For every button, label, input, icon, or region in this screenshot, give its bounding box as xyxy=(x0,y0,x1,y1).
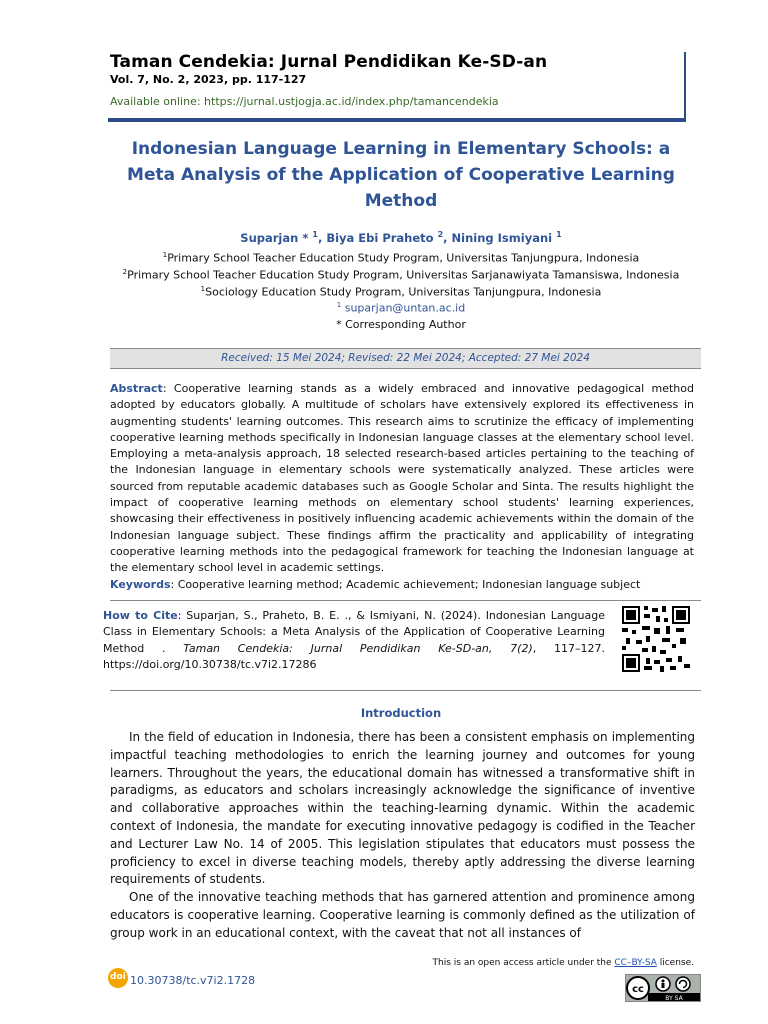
affiliation: $^2$Primary School Teacher Education Study Program, Universitas Sarjanawiyata Tamansiswa, Indonesia xyxy=(122,268,680,282)
author-list: Suparjan * $^1$, Biya Ebi Praheto $^2$, Nining Ismiyani $^1$ xyxy=(240,230,562,245)
cc-by-sa-badge-icon[interactable] xyxy=(625,974,701,1002)
article-dates: Received: 15 Mei 2024; Revised: 22 Mei 2024; Accepted: 27 Mei 2024 xyxy=(110,348,701,369)
doi-icon: doi xyxy=(108,968,128,988)
cite-box-bottom-rule xyxy=(110,690,701,691)
journal-availability xyxy=(110,95,499,108)
corresponding-author-note: * Corresponding Author xyxy=(336,318,466,331)
keywords-label: Keywords xyxy=(110,578,171,591)
license-link[interactable]: CC–BY-SA xyxy=(614,958,657,968)
svg-text:cc: cc xyxy=(632,984,644,995)
svg-text:BY SA: BY SA xyxy=(665,995,683,1002)
corresponding-mark: * xyxy=(298,230,313,245)
paragraph: In the field of education in Indonesia, there has been a consistent emphasis on implementing impactful teaching methodologies to enrich the learning journey and outcomes for young learners. Throughout the years, the educational domain has witnessed a transformative shift in paradigms, as educators and scholars increasingly acknowledge the significance of inventive and collaborative approaches within the teaching-learning dynamic. Within the academic context of Indonesia, the mandate for executing innovative pedagogy is codified in the Teacher and Lecturer Law No. 14 of 2005. This legislation stipulates that educators must possess the proficiency to excel in diverse teaching models, thereby aptly addressing the diverse learning requirements of students. xyxy=(110,730,695,887)
header-vertical-rule xyxy=(684,52,686,118)
introduction-heading: Introduction xyxy=(360,706,442,720)
cite-box-top-rule xyxy=(110,600,701,601)
author-name: Suparjan xyxy=(240,230,299,245)
paragraph: One of the innovative teaching methods that has garnered attention and prominence among educators is cooperative learning. Cooperative learning is commonly defined as the utilization of group work in an educational context, with the caveat that not all instances of xyxy=(110,890,695,940)
citation-doi: , 117–127. https://doi.org/10.30738/tc.v7i2.17286 xyxy=(103,641,605,671)
open-access-note: This is an open access article under the CC–BY-SA license. xyxy=(432,958,694,968)
email-link[interactable]: suparjan@untan.ac.id xyxy=(344,301,466,315)
keywords xyxy=(110,577,694,593)
author-affil-sup: 1 xyxy=(312,230,318,239)
affiliation: $^1$Sociology Education Study Program, Universitas Tanjungpura, Indonesia xyxy=(200,285,602,299)
article-title: Indonesian Language Learning in Elementary Schools: a Meta Analysis of the Application of Cooperative Learning Method xyxy=(127,139,675,211)
author-affil-sup: 1 xyxy=(556,230,562,239)
doi-link[interactable]: 10.30738/tc.v7i2.1728 xyxy=(130,974,256,987)
author-name: Biya Ebi Praheto xyxy=(326,230,434,245)
author-name: Nining Ismiyani xyxy=(451,230,553,245)
introduction-body xyxy=(110,729,695,943)
author-email: $^1$ suparjan@untan.ac.id xyxy=(336,301,466,315)
affiliation: $^1$Primary School Teacher Education Study Program, Universitas Tanjungpura, Indonesia xyxy=(162,251,640,265)
available-label: Available online: xyxy=(110,95,205,108)
abstract-text: : Cooperative learning stands as a widely embraced and innovative pedagogical method adopted by educators globally. A multitude of scholars have extensively explored its effectiveness in augmenting students' learning outcomes. This research aims to scrutinize the efficacy of implementing cooperative learning methods specifically in Indonesian language classes at the elementary school level. Employing a meta-analysis approach, 18 selected research-based articles pertaining to the teaching of the Indonesian language in elementary schools were systematically analyzed. These articles were sourced from reputable academic databases such as Google Scholar and Sinta. The results highlight the impact of cooperative learning methods on elementary school students' learning experiences, showcasing their effectiveness in positively influencing academic achievements within the domain of the Indonesian language subject. These findings affirm the practicality and applicability of integrating cooperative learning methods into the pedagogical framework for teaching the Indonesian language at the elementary school level in academic settings. xyxy=(110,382,694,575)
journal-url-link[interactable]: https://jurnal.ustjogja.ac.id/index.php/tamancendekia xyxy=(204,95,499,108)
header-horizontal-rule xyxy=(108,118,686,122)
how-to-cite-label: How to Cite xyxy=(103,609,178,622)
how-to-cite: How to Cite: Suparjan, S., Praheto, B. E. ., & Ismiyani, N. (2024). Indonesian Language Class in Elementary Schools: a Meta Analysis of the Application of Cooperative Learning Method . Taman Cendekia: Jurnal Pendidikan Ke-SD-an, 7(2), 117–127. https://doi.org/10.30738/tc.v7i2.17286 xyxy=(103,609,606,671)
abstract-label: Abstract xyxy=(110,382,163,395)
journal-title: Taman Cendekia: Jurnal Pendidikan Ke-SD-an xyxy=(110,52,548,72)
author-affil-sup: 2 xyxy=(437,230,444,239)
journal-volume: Vol. 7, No. 2, 2023, pp. 117-127 xyxy=(110,73,307,86)
abstract xyxy=(110,381,694,577)
keywords-text: : Cooperative learning method; Academic achievement; Indonesian language subject xyxy=(170,578,641,591)
qr-code-icon[interactable] xyxy=(622,606,690,672)
